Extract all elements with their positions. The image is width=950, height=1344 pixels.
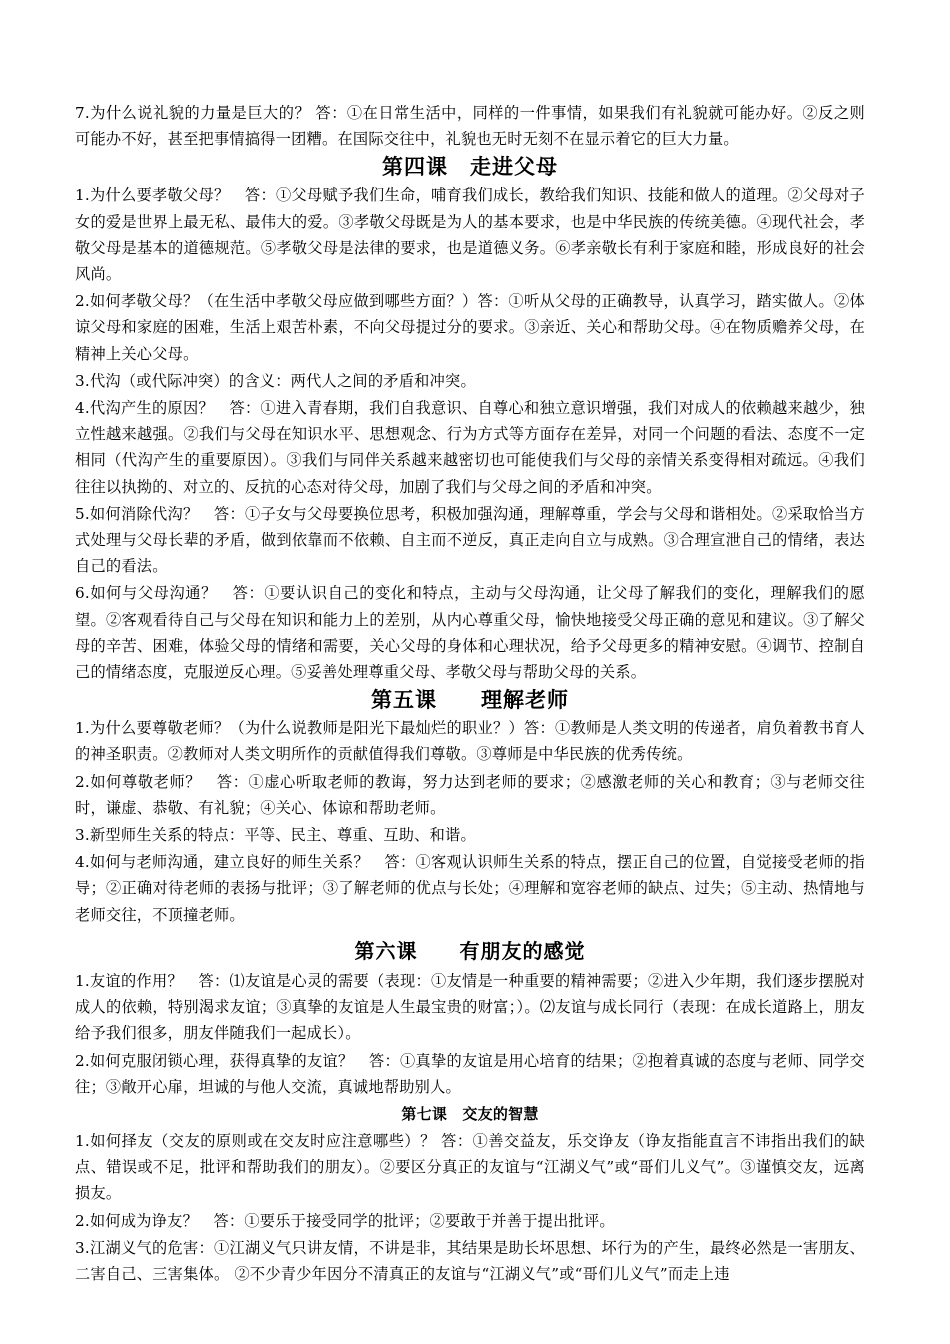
lesson-6-question-1: 1.友谊的作用？ 答：⑴友谊是心灵的需要（表现：①友情是一种重要的精神需要；②进入少年期，我们逐步摆脱对成人的依赖，特别渴求友谊；③真挚的友谊是人生最宝贵的财富；）。⑵友谊与成长同行（表现：在成长道路上，朋友给予我们很多，朋友伴随我们一起成长）。 [75,971,865,1043]
lesson-4-question-3: 3.代沟（或代际冲突）的含义：两代人之间的矛盾和冲突。 [75,371,476,390]
lesson-5-question-1: 1.为什么要尊敬老师？（为什么说教师是阳光下最灿烂的职业？）答：①教师是人类文明的传递者，肩负着教书育人的神圣职责。②教师对人类文明所作的贡献值得我们尊敬。③尊师是中华民族的优秀传统。 [75,719,865,764]
lesson-7-question-3: 3.江湖义气的危害：①江湖义气只讲友情，不讲是非，其结果是助长坏思想、坏行为的产生，最终必然是一害朋友、二害自己、三害集体。 ②不少青少年因分不清真正的友谊与“江湖义气”或“哥们儿义气”而走上违 [75,1238,865,1283]
lesson-4-question-2: 2.如何孝敬父母？（在生活中孝敬父母应做到哪些方面？）答：①听从父母的正确教导，认真学习，踏实做人。②体谅父母和家庭的困难，生活上艰苦朴素，不向父母提过分的要求。③亲近、关心和帮助父母。④在物质赡养父母，在精神上关心父母。 [75,292,865,363]
lesson-7-question-1: 1.如何择友（交友的原则或在交友时应注意哪些）？ 答：①善交益友，乐交诤友（诤友指能直言不讳指出我们的缺点、错误或不足，批评和帮助我们的朋友）。②要区分真正的友谊与“江湖义气”或“哥们儿义气”。③谨慎交友，远离损友。 [75,1131,865,1203]
lesson-4-question-4: 4.代沟产生的原因？ 答：①进入青春期，我们自我意识、自尊心和独立意识增强，我们对成人的依赖越来越少，独立性越来越强。②我们与父母在知识水平、思想观念、行为方式等方面存在差异，对同一个问题的看法、态度不一定相同（代沟产生的重要原因）。③我们与同伴关系越来越密切也可能使我们与父母的亲情关系变得相对疏远。④我们往往以执拗的、对立的、反抗的心态对待父母，加剧了我们与父母之间的矛盾和冲突。 [75,399,865,496]
lesson-5-heading: 第五课 理解老师 [371,687,569,713]
question-7-politeness: 7.为什么说礼貌的力量是巨大的？ 答：①在日常生活中，同样的一件事情，如果我们有礼貌就可能办好。②反之则可能办不好，甚至把事情搞得一团糟。在国际交往中，礼貌也无时无刻不在显示着它的巨大力量。 [75,104,865,149]
lesson-5-question-4: 4.如何与老师沟通，建立良好的师生关系？ 答：①客观认识师生关系的特点，摆正自己的位置，自觉接受老师的指导；②正确对待老师的表扬与批评；③了解老师的优点与长处；④理解和宽容老师的缺点、过失；⑤主动、热情地与老师交往，不顶撞老师。 [75,853,865,924]
lesson-5-question-2: 2.如何尊敬老师？ 答：①虚心听取老师的教诲，努力达到老师的要求；②感激老师的关心和教育；③与老师交往时，谦虚、恭敬、有礼貌；④关心、体谅和帮助老师。 [75,772,865,817]
lesson-6-heading: 第六课 有朋友的感觉 [354,938,586,963]
lesson-7-heading: 第七课 交友的智慧 [401,1104,539,1123]
lesson-4-question-6: 6.如何与父母沟通？ 答：①要认识自己的变化和特点，主动与父母沟通，让父母了解我们的变化，理解我们的愿望。②客观看待自己与父母在知识和能力上的差别，从内心尊重父母，愉快地接受父母正确的意见和建议。③了解父母的辛苦、困难，体验父母的情绪和需要，关心父母的身体和心理状况，给予父母更多的精神安慰。④调节、控制自己的情绪态度，克服逆反心理。⑤妥善处理尊重父母、孝敬父母与帮助父母的关系。 [75,584,865,682]
lesson-5-question-3: 3.新型师生关系的特点：平等、民主、尊重、互助、和谐。 [75,826,476,845]
lesson-7-question-2: 2.如何成为诤友？ 答：①要乐于接受同学的批评；②要敢于并善于提出批评。 [75,1211,615,1230]
document-page [75,100,865,1287]
lesson-4-heading: 第四课 走进父母 [382,154,558,180]
lesson-6-question-2: 2.如何克服闭锁心理，获得真挚的友谊？ 答：①真挚的友谊是用心培育的结果；②抱着真诚的态度与老师、同学交往；③敞开心扉，坦诚的与他人交流，真诚地帮助别人。 [75,1051,865,1096]
lesson-4-question-5: 5.如何消除代沟？ 答：①子女与父母要换位思考，积极加强沟通，理解尊重，学会与父母和谐相处。②采取恰当方式处理与父母长辈的矛盾，做到依靠而不依赖、自主而不逆反，真正走向自立与成熟。③合理宣泄自己的情绪，表达自己的看法。 [75,504,865,576]
lesson-4-question-1: 1.为什么要孝敬父母？ 答：①父母赋予我们生命，哺育我们成长，教给我们知识、技能和做人的道理。②父母对子女的爱是世界上最无私、最伟大的爱。③孝敬父母既是为人的基本要求，也是中华民族的传统美德。④现代社会，孝敬父母是基本的道德规范。⑤孝敬父母是法律的要求，也是道德义务。⑥孝亲敬长有利于家庭和睦，形成良好的社会风尚。 [75,186,865,284]
